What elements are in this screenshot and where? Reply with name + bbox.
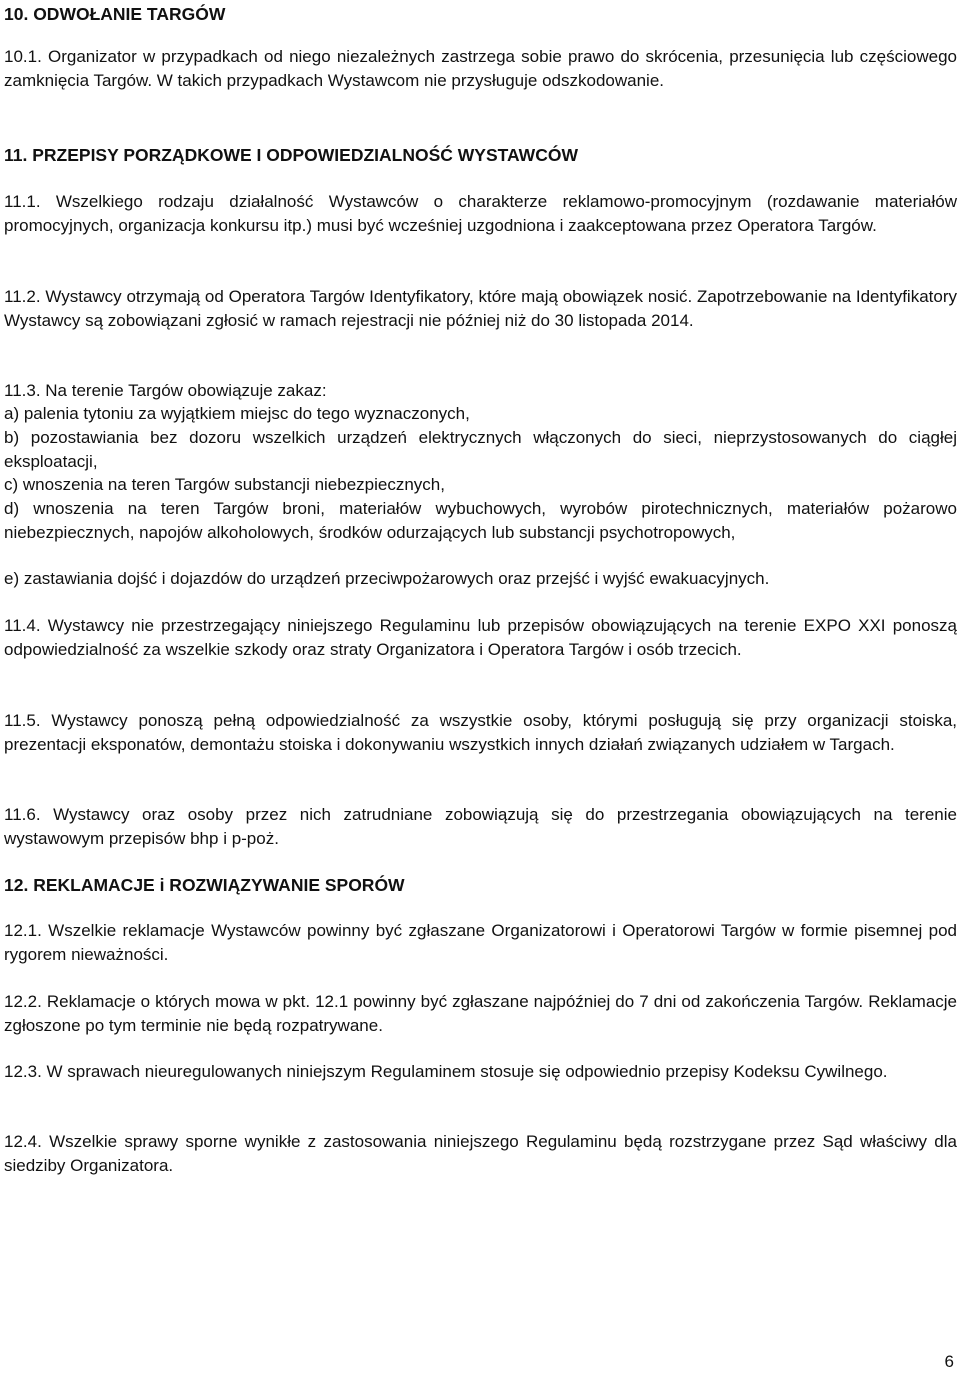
section-heading: 10. ODWOŁANIE TARGÓW: [4, 4, 226, 24]
paragraph: 12.2. Reklamacje o których mowa w pkt. 12.1 powinny być zgłaszane najpóźniej do 7 dni od zakończenia Targów. Reklamacje zgłoszone po tym terminie nie będą rozpatrywane.: [4, 992, 957, 1035]
paragraph: 11.5. Wystawcy ponoszą pełną odpowiedzialność za wszystkie osoby, którymi posługują się przy organizacji stoiska, prezentacji eksponatów, demontażu stoiska i dokonywaniu wszystkich innych działań związanych udziałem w Targach.: [4, 711, 957, 754]
paragraph: 11.2. Wystawcy otrzymają od Operatora Targów Identyfikatory, które mają obowiązek nosić. Zapotrzebowanie na Identyfikatory Wystawcy są zobowiązani zgłosić w ramach rejestracji nie później niż do 30 listopada 2014.: [4, 287, 957, 330]
list-item: b) pozostawiania bez dozoru wszelkich urządzeń elektrycznych włączonych do sieci, nieprzystosowanych do ciągłej eksploatacji,: [4, 428, 957, 471]
list-item: c) wnoszenia na teren Targów substancji niebezpiecznych,: [4, 475, 445, 494]
section-heading: 12. REKLAMACJE i ROZWIĄZYWANIE SPORÓW: [4, 875, 405, 895]
paragraph: 12.1. Wszelkie reklamacje Wystawców powinny być zgłaszane Organizatorowi i Operatorowi Targów w formie pisemnej pod rygorem nieważności.: [4, 921, 957, 964]
list-item: e) zastawiania dojść i dojazdów do urządzeń przeciwpożarowych oraz przejść i wyjść ewakuacyjnych.: [4, 569, 770, 588]
paragraph: 11.4. Wystawcy nie przestrzegający niniejszego Regulaminu lub przepisów obowiązujących na terenie EXPO XXI ponoszą odpowiedzialność za wszelkie szkody oraz straty Organizatora i Operatora Targów i osób trzecich.: [4, 616, 957, 659]
paragraph: 11.1. Wszelkiego rodzaju działalność Wystawców o charakterze reklamowo-promocyjnym (rozdawanie materiałów promocyjnych, organizacja konkursu itp.) musi być wcześniej uzgodniona i zaakceptowana przez Operatora Targów.: [4, 192, 957, 235]
paragraph: 12.4. Wszelkie sprawy sporne wynikłe z zastosowania niniejszego Regulaminu będą rozstrzygane przez Sąd właściwy dla siedziby Organizatora.: [4, 1132, 957, 1175]
paragraph: 11.6. Wystawcy oraz osoby przez nich zatrudniane zobowiązują się do przestrzegania obowiązujących na terenie wystawowym przepisów bhp i p-poż.: [4, 805, 957, 848]
paragraph: 10.1. Organizator w przypadkach od niego niezależnych zastrzega sobie prawo do skrócenia, przesunięcia lub częściowego zamknięcia Targów. W takich przypadkach Wystawcom nie przysługuje odszkodowanie.: [4, 47, 957, 90]
list-item: d) wnoszenia na teren Targów broni, materiałów wybuchowych, wyrobów pirotechnicznych, materiałów pożarowo niebezpiecznych, napojów alkoholowych, środków odurzających lub substancji psychotropowych,: [4, 499, 957, 542]
paragraph: 11.3. Na terenie Targów obowiązuje zakaz:: [4, 381, 327, 400]
paragraph: 12.3. W sprawach nieuregulowanych niniejszym Regulaminem stosuje się odpowiednio przepisy Kodeksu Cywilnego.: [4, 1062, 888, 1081]
page-number: 6: [944, 1352, 954, 1371]
section-heading: 11. PRZEPISY PORZĄDKOWE I ODPOWIEDZIALNOŚĆ WYSTAWCÓW: [4, 145, 578, 165]
list-item: a) palenia tytoniu za wyjątkiem miejsc do tego wyznaczonych,: [4, 404, 470, 423]
